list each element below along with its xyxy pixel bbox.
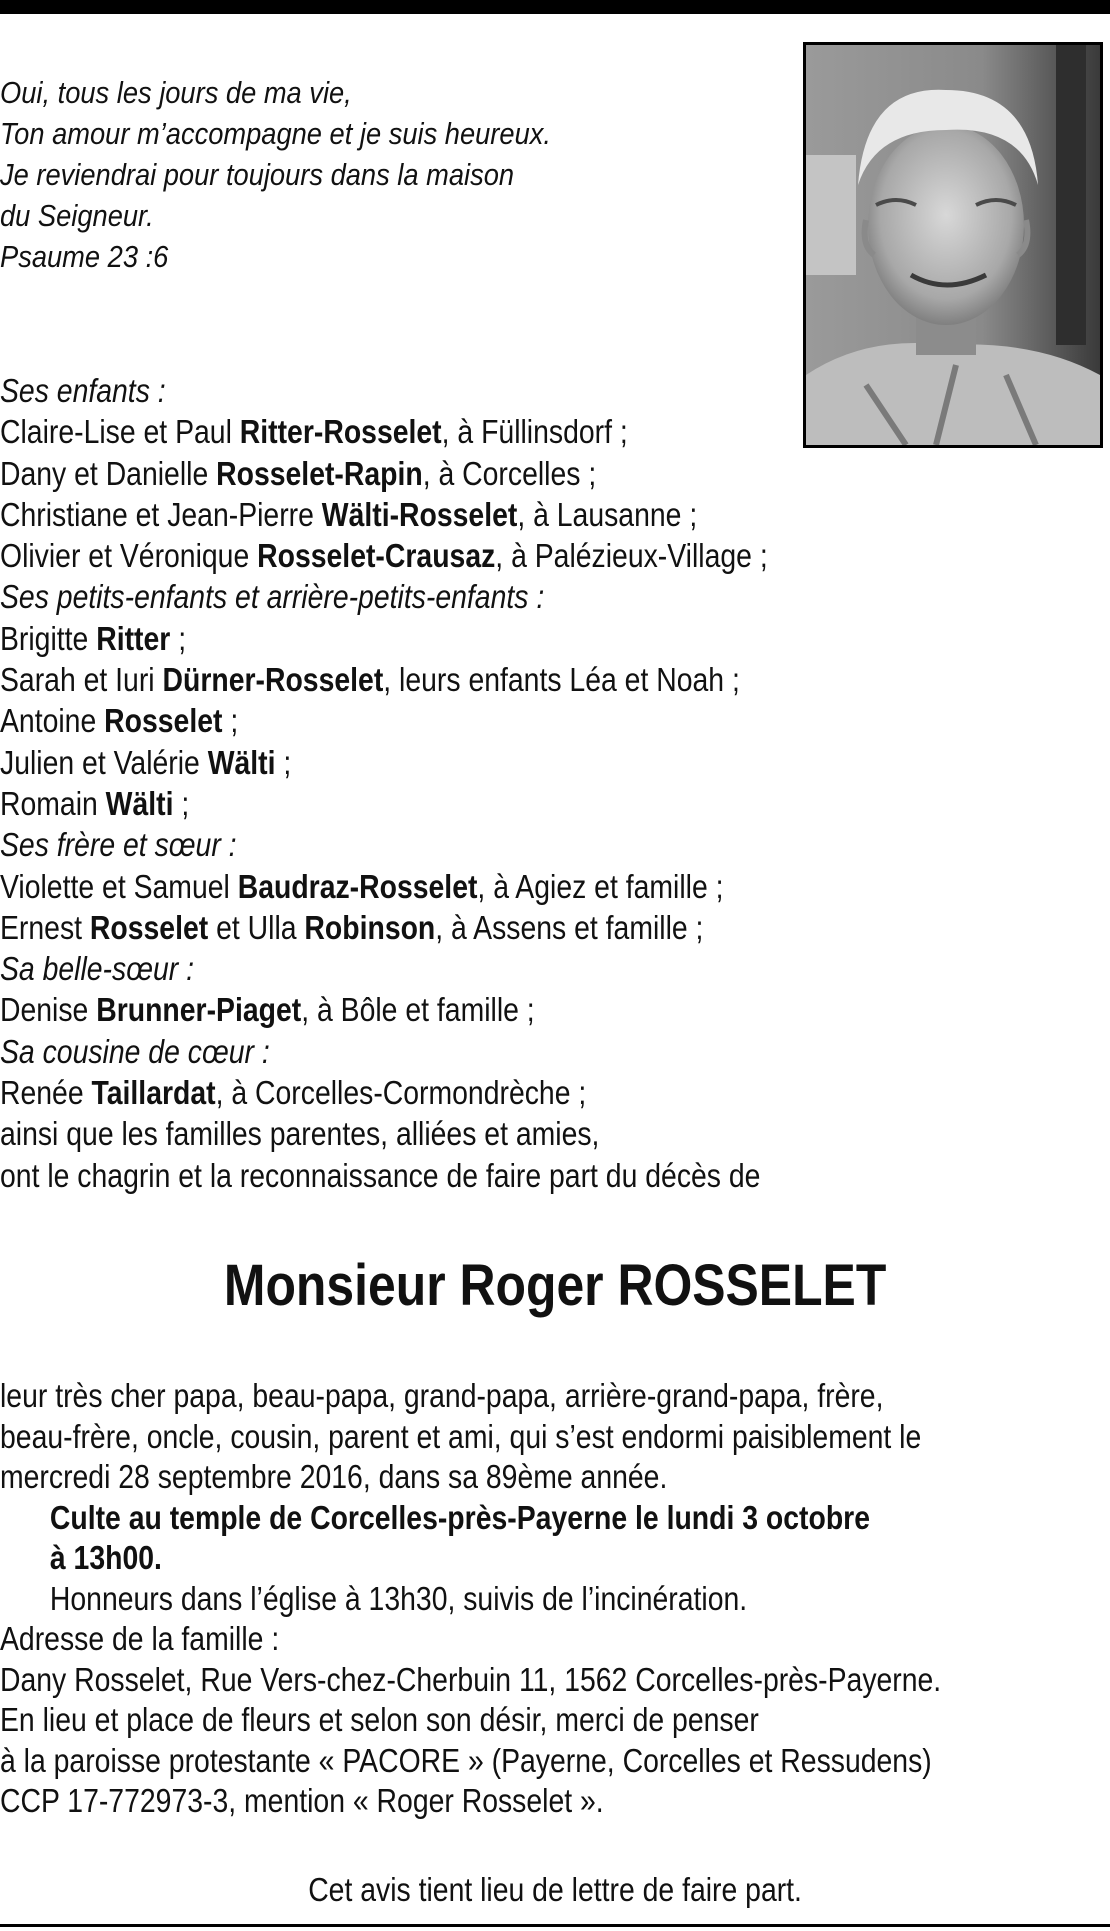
heading-children: Ses enfants : [0,372,166,409]
entry-text: Christiane et Jean-Pierre [0,495,322,533]
address-label: Adresse de la famille : [0,1620,280,1657]
honneurs-line: Honneurs dans l’église à 13h30, suivis de l’incinération. [49,1579,748,1617]
entry-surname: Brunner-Piaget [96,991,302,1029]
family-entry [0,411,768,452]
verse-line: du Seigneur. [0,198,154,233]
families-line: ainsi que les familles parentes, alliées et amies, [0,1115,600,1153]
entry-text: , à Palézieux-Village ; [495,537,768,575]
entry-text: Denise [0,991,97,1029]
family-entry [0,866,768,907]
entry-surname: Wälti [105,784,174,822]
entry-text: Julien et Valérie [0,743,208,781]
entry-text: , leurs enfants Léa et Noah ; [383,661,740,699]
entry-text: ; [170,619,187,657]
flowers-line: En lieu et place de fleurs et selon son désir, merci de penser [0,1701,759,1738]
deceased-name [0,1252,1110,1319]
entry-text: , à Füllinsdorf ; [441,413,628,451]
entry-text: Claire-Lise et Paul [0,413,240,451]
entry-surname: Wälti [207,743,276,781]
verse-line: Ton amour m’accompagne et je suis heureux. [0,116,551,151]
family-entry [0,907,768,948]
family-entry [0,989,768,1030]
entry-text: , à Assens et famille ; [435,908,704,946]
entry-text: Antoine [0,702,105,740]
entry-text: Dany et Danielle [0,454,217,492]
entry-text: Violette et Samuel [0,867,238,905]
entry-surname: Wälti-Rosselet [321,495,518,533]
entry-text: Sarah et Iuri [0,661,163,699]
entry-text: , à Corcelles ; [422,454,597,492]
entry-text: Olivier et Véronique [0,537,258,575]
family-entry [0,1072,768,1113]
verse-line: Psaume 23 :6 [0,239,169,274]
body-line: mercredi 28 septembre 2016, dans sa 89ème année. [0,1458,668,1495]
closing-text: Cet avis tient lieu de lettre de faire part. [308,1871,802,1908]
entry-surname: Dürner-Rosselet [162,661,384,699]
body-line: beau-frère, oncle, cousin, parent et ami, qui s’est endormi paisiblement le [0,1417,922,1455]
family-entry [0,494,768,535]
heading-sister-in-law: Sa belle-sœur : [0,950,194,988]
entry-text: et Ulla [208,908,305,946]
notice-body [0,1376,1110,1822]
entry-surname: Rosselet [104,702,223,740]
ccp-line: CCP 17-772973-3, mention « Roger Rosselet ». [0,1782,604,1819]
family-entry [0,618,768,659]
heading-siblings: Ses frère et sœur : [0,826,237,864]
family-list [0,370,893,1196]
bottom-rule [0,1924,1110,1927]
heading-grandchildren: Ses petits-enfants et arrière-petits-enfants : [0,578,545,616]
entry-text: ; [222,702,239,740]
family-entry [0,453,768,494]
family-entry [0,783,768,824]
verse-line: Oui, tous les jours de ma vie, [0,75,352,110]
entry-surname: Ritter [96,619,171,657]
service-line: à 13h00. [49,1539,162,1576]
announce-line: ont le chagrin et la reconnaissance de faire part du décès de [0,1156,761,1194]
entry-text: , à Lausanne ; [517,495,698,533]
entry-text: , à Agiez et famille ; [477,867,724,905]
deceased-name-text: Monsieur Roger ROSSELET [223,1253,887,1318]
entry-text: Renée [0,1074,92,1112]
service-line: Culte au temple de Corcelles-près-Payerne le lundi 3 octobre [49,1498,870,1536]
family-entry [0,700,768,741]
entry-surname: Rosselet-Crausaz [257,537,496,575]
entry-text: , à Corcelles-Cormondrèche ; [215,1074,587,1112]
heading-cousin: Sa cousine de cœur : [0,1032,270,1070]
entry-text: ; [173,784,190,822]
verse-line: Je reviendrai pour toujours dans la maison [0,157,515,192]
entry-surname: Taillardat [91,1074,216,1112]
body-line: leur très cher papa, beau-papa, grand-papa, arrière-grand-papa, frère, [0,1377,884,1414]
family-entry [0,535,768,576]
address-line: Dany Rosselet, Rue Vers-chez-Cherbuin 11, 1562 Corcelles-près-Payerne. [0,1660,942,1698]
entry-surname: Baudraz-Rosselet [237,867,478,905]
entry-surname: Rosselet-Rapin [216,454,423,492]
entry-surname: Robinson [304,908,436,946]
flowers-line: à la paroisse protestante « PACORE » (Payerne, Corcelles et Ressudens) [0,1741,932,1779]
entry-text: Romain [0,784,106,822]
entry-surname: Ritter-Rosselet [239,413,442,451]
entry-surname: Rosselet [89,908,209,946]
family-entry [0,659,768,700]
closing-note [0,1871,1110,1909]
entry-text: Brigitte [0,619,97,657]
verse [0,72,626,277]
family-entry [0,742,768,783]
entry-text: , à Bôle et famille ; [301,991,535,1029]
entry-text: Ernest [0,908,90,946]
top-rule [0,0,1110,14]
entry-text: ; [275,743,292,781]
